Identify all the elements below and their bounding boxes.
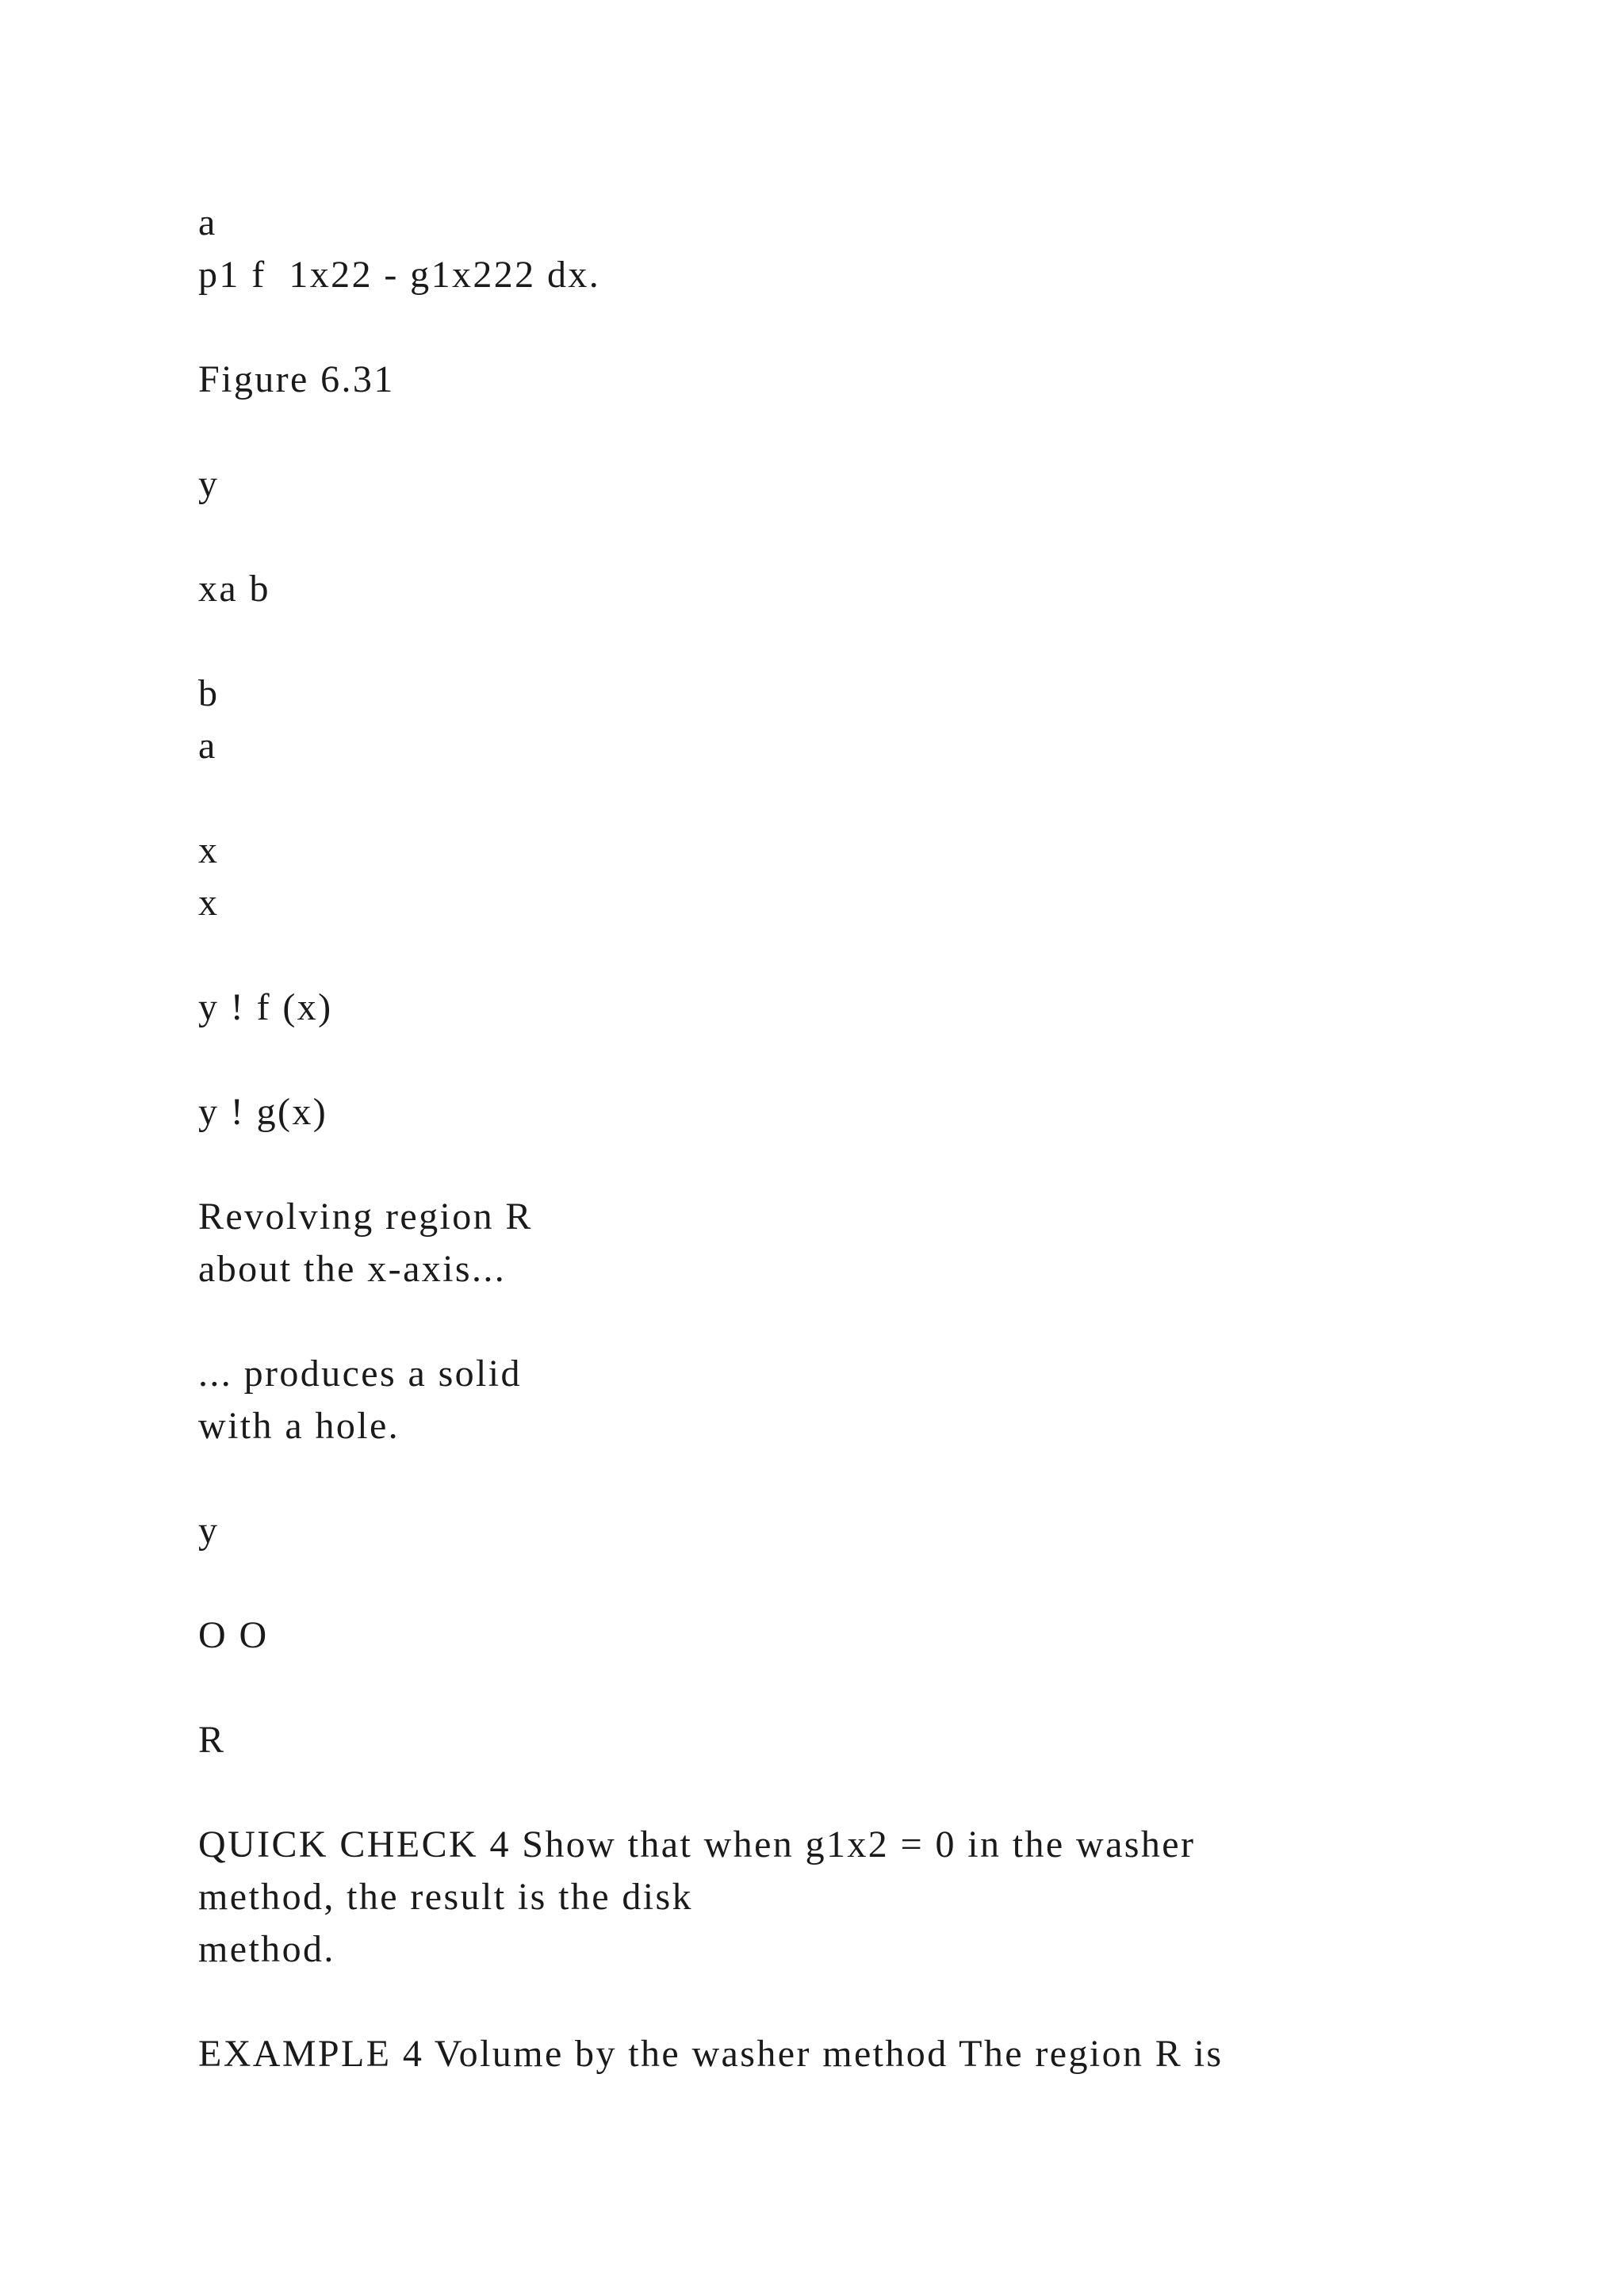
quick-check-line-2: method, the result is the disk xyxy=(198,1876,693,1918)
quick-check-line-3: method. xyxy=(198,1928,335,1970)
figure-annotation-solid-2: with a hole. xyxy=(198,1405,400,1447)
text-line-variable-a: a xyxy=(198,201,217,243)
quick-check-line-1: QUICK CHECK 4 Show that when g1x2 = 0 in the washer xyxy=(198,1823,1196,1866)
text-line-volume-formula: p1 f 1x22 - g1x222 dx. xyxy=(198,254,601,296)
figure-label-b: b xyxy=(198,672,220,714)
figure-annotation-revolving-2: about the x-axis... xyxy=(198,1248,507,1290)
figure-label-y-axis-2: y xyxy=(198,1510,220,1552)
figure-annotation-revolving-1: Revolving region R xyxy=(198,1196,533,1238)
figure-label-origins: O O xyxy=(198,1614,269,1656)
figure-label-y-axis: y xyxy=(198,463,220,505)
figure-label-f-curve: y ! f (x) xyxy=(198,986,333,1028)
figure-label-region-r: R xyxy=(198,1719,226,1761)
example-heading-line: EXAMPLE 4 Volume by the washer method The region R is xyxy=(198,2033,1224,2075)
figure-label-g-curve: y ! g(x) xyxy=(198,1091,328,1133)
figure-caption: Figure 6.31 xyxy=(198,358,395,400)
figure-label-a: a xyxy=(198,725,217,767)
figure-label-x-a-b: xa b xyxy=(198,568,270,610)
figure-label-x-2: x xyxy=(198,882,220,924)
figure-label-x-1: x xyxy=(198,829,220,871)
figure-annotation-solid-1: ... produces a solid xyxy=(198,1353,522,1395)
